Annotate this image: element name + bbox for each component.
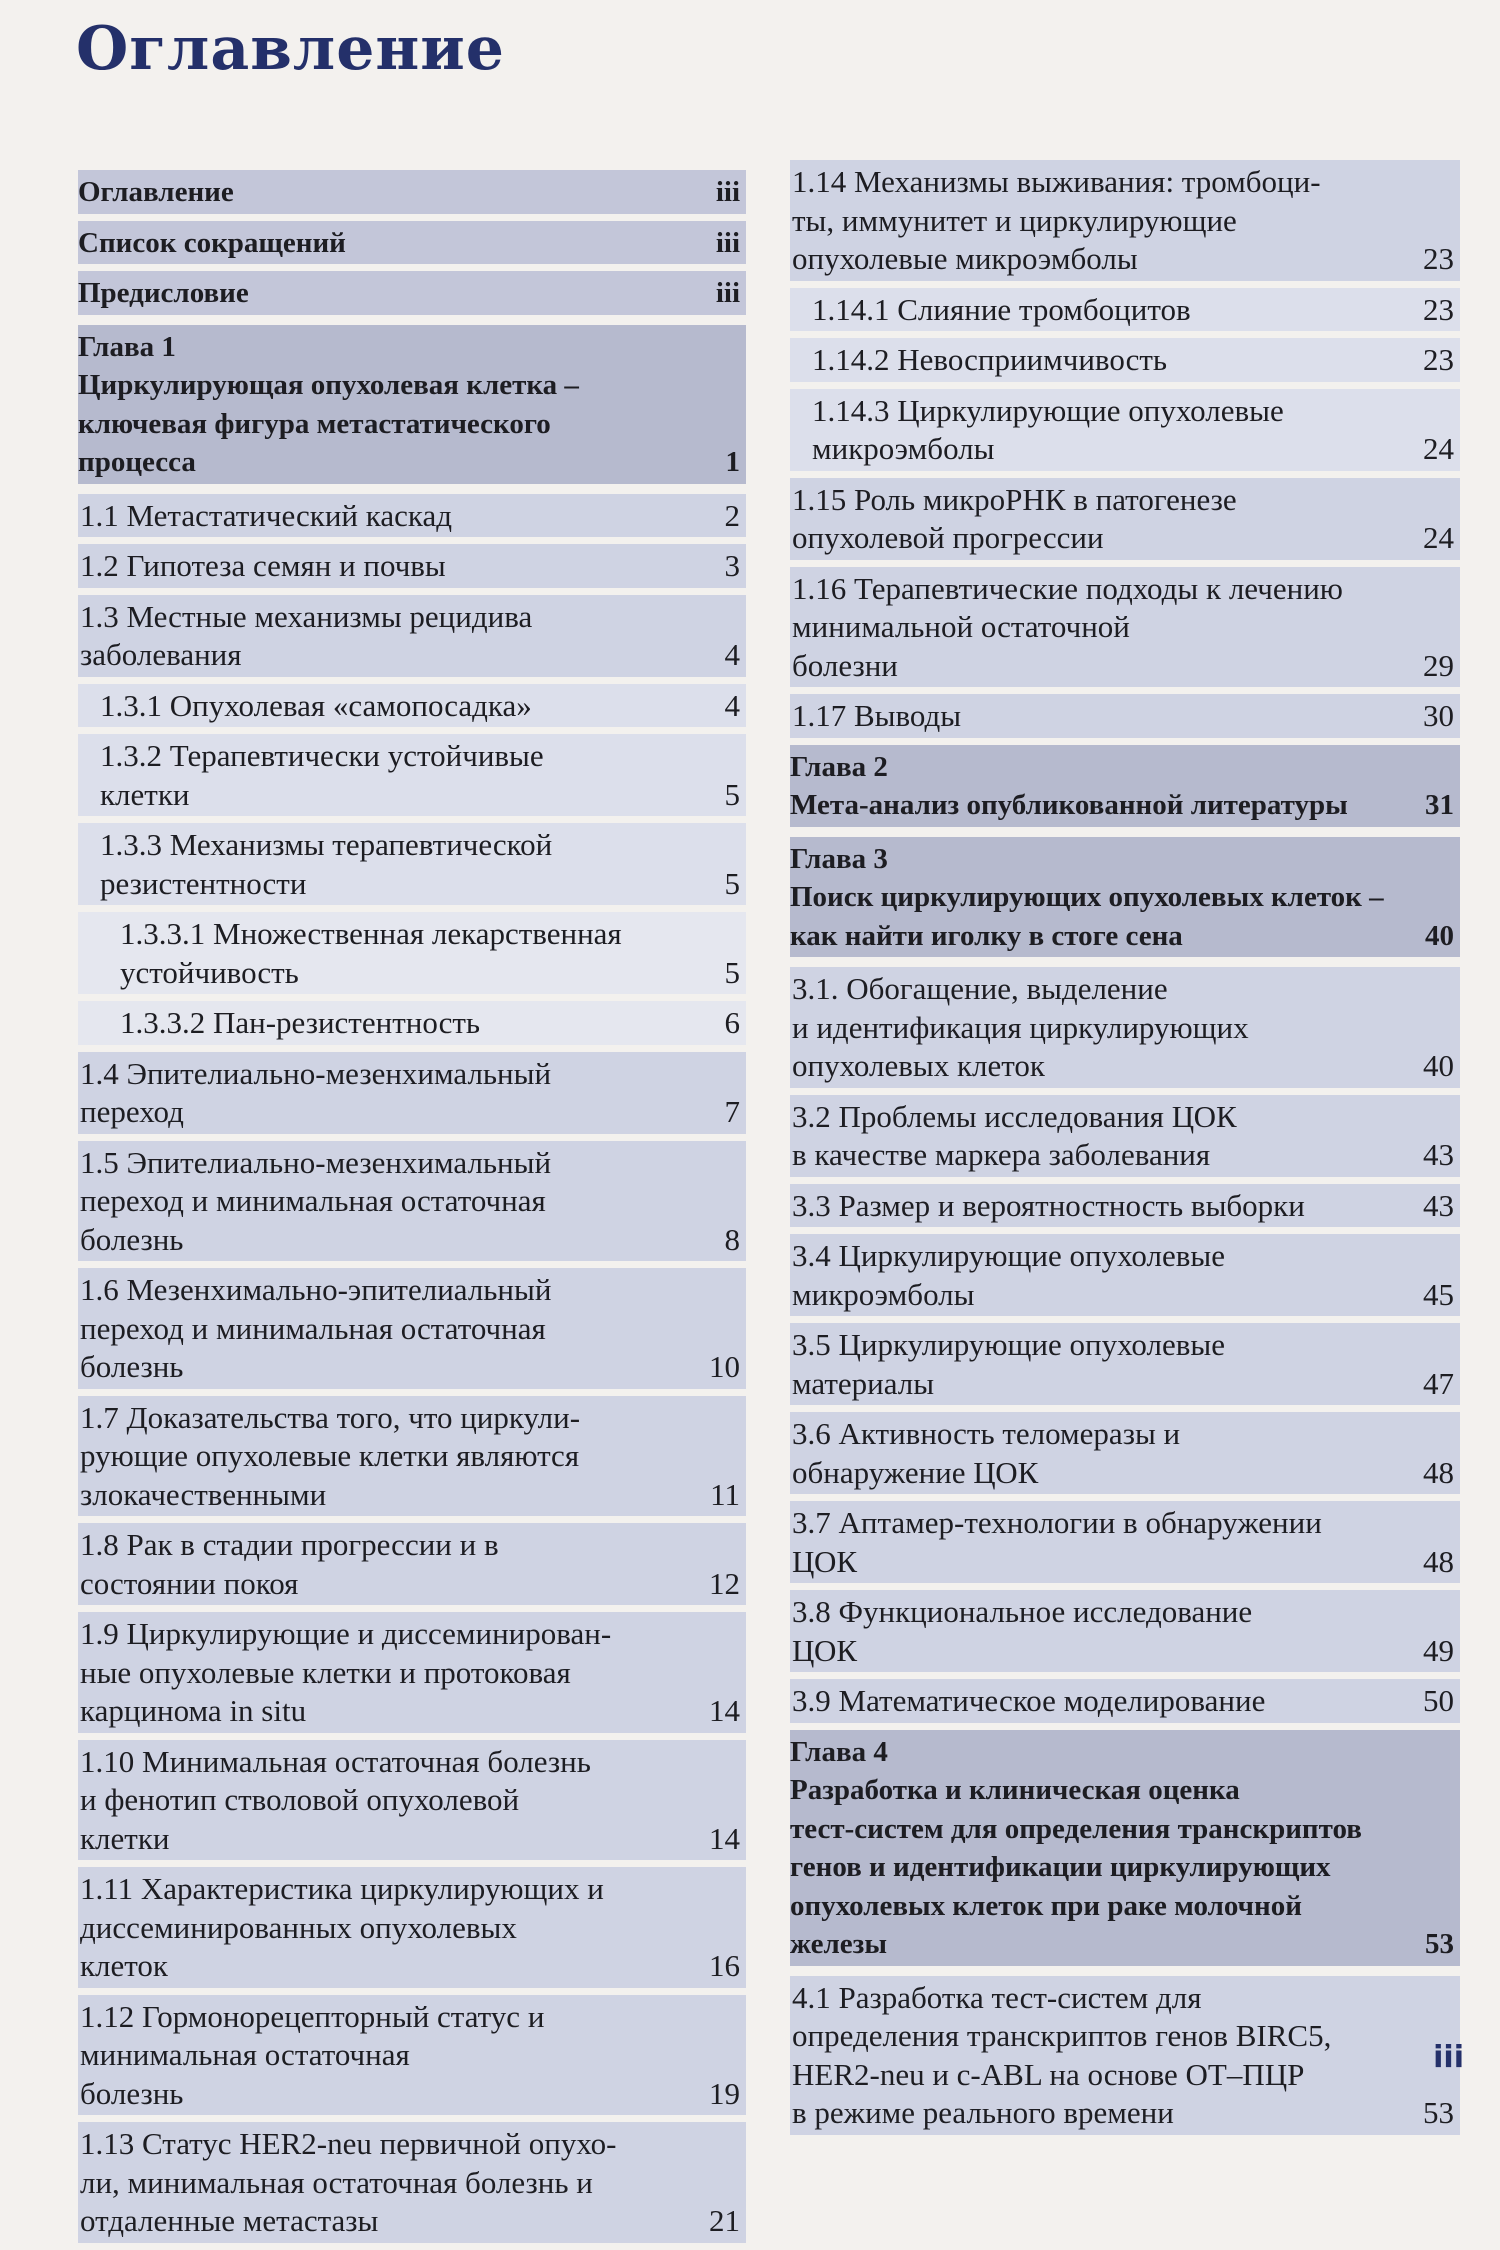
toc-right-column — [790, 160, 1460, 2142]
toc-entry-title: 1.8 Рак в стадии прогрессии и в состоянии покоя — [80, 1527, 499, 1601]
toc-entry-page: 12 — [709, 1565, 740, 1601]
toc-entry[interactable] — [790, 1095, 1460, 1177]
toc-entry-page: 5 — [724, 954, 740, 990]
toc-entry-page: 29 — [1423, 647, 1454, 683]
toc-entry[interactable] — [78, 823, 746, 905]
toc-entry-page: 4 — [724, 637, 740, 672]
toc-entry-page: 24 — [1423, 520, 1454, 555]
toc-entry-page: 43 — [1423, 1137, 1454, 1172]
toc-entry[interactable] — [78, 1740, 746, 1861]
toc-entry-page: 48 — [1423, 1454, 1454, 1490]
toc-entry[interactable] — [78, 595, 746, 677]
toc-entry-page: 10 — [709, 1349, 740, 1384]
toc-entry-page: 2 — [724, 497, 740, 533]
toc-entry-title: 1.11 Характеристика циркулирующих и диссеминированных опухолевых клеток — [80, 1871, 604, 1983]
toc-entry-page: 48 — [1423, 1543, 1454, 1579]
toc-entry-page: 14 — [709, 1820, 740, 1856]
toc-entry[interactable] — [790, 694, 1460, 738]
toc-entry-page: 23 — [1423, 291, 1454, 327]
toc-entry-page: 30 — [1423, 698, 1454, 733]
toc-entry[interactable] — [78, 1001, 746, 1045]
toc-entry[interactable] — [790, 1234, 1460, 1316]
toc-entry-page: iii — [715, 226, 740, 259]
toc-entry-page: 31 — [1425, 789, 1454, 821]
toc-entry-title: 3.7 Аптамер-технологии в обнаружении ЦОК — [792, 1505, 1322, 1579]
toc-entry-title: 1.6 Мезенхимально-эпителиальный переход и минимальная остаточная болезнь — [80, 1272, 552, 1384]
toc-entry[interactable] — [78, 1867, 746, 1988]
toc-entry-page: 14 — [709, 1693, 740, 1728]
toc-entry[interactable] — [790, 567, 1460, 688]
toc-entry[interactable] — [790, 1976, 1460, 2135]
toc-entry-page: iii — [715, 176, 740, 208]
toc-entry-title: 4.1 Разработка тест-систем для определения транскриптов генов BIRC5, HER2-neu и c-ABL на основе ОТ–ПЦР в режиме реального времени — [792, 1979, 1332, 2130]
toc-entry-page: 23 — [1423, 241, 1454, 276]
toc-chapter-entry[interactable] — [78, 325, 746, 484]
toc-entry-title: 1.14.3 Циркулирующие опухолевые микроэмболы — [812, 392, 1284, 466]
toc-entry-page: 47 — [1423, 1365, 1454, 1401]
toc-entry[interactable] — [790, 1679, 1460, 1723]
toc-entry[interactable] — [790, 1184, 1460, 1228]
toc-left-column — [78, 170, 746, 2250]
toc-entry-title: 3.9 Математическое моделирование — [792, 1683, 1266, 1718]
toc-entry-title: 1.7 Доказательства того, что циркули- рующие опухолевые клетки являются злокачественными — [80, 1399, 581, 1512]
toc-entry[interactable] — [790, 160, 1460, 281]
toc-entry[interactable] — [790, 389, 1460, 471]
toc-entry-title: Глава 4 Разработка и клиническая оценка тест-систем для определения транскриптов генов и идентификации циркулирующих опухолевых клеток при раке молочной железы — [790, 1735, 1362, 1960]
toc-entry-title: 1.3.3.2 Пан-резистентность — [120, 1005, 481, 1040]
toc-entry[interactable] — [790, 338, 1460, 382]
toc-entry[interactable] — [78, 1141, 746, 1262]
toc-entry-title: 1.3.3 Механизмы терапевтической резистентности — [100, 827, 553, 901]
toc-entry-title: 1.10 Минимальная остаточная болезнь и фенотип стволовой опухолевой клетки — [80, 1743, 591, 1856]
toc-entry[interactable] — [78, 1523, 746, 1605]
toc-entry[interactable] — [78, 1396, 746, 1517]
toc-entry-title: Оглавление — [78, 176, 234, 208]
toc-chapter-entry[interactable] — [790, 837, 1460, 958]
toc-entry-title: Список сокращений — [78, 226, 346, 259]
toc-entry[interactable] — [78, 1995, 746, 2116]
toc-entry-page: 16 — [709, 1948, 740, 1983]
toc-entry-page: 21 — [709, 2203, 740, 2238]
toc-entry[interactable] — [78, 2122, 746, 2243]
toc-entry[interactable] — [78, 1052, 746, 1134]
toc-entry-title: 1.3.3.1 Множественная лекарственная устойчивость — [120, 916, 622, 990]
toc-entry-page: 53 — [1425, 1928, 1454, 1960]
toc-entry[interactable] — [790, 478, 1460, 560]
toc-entry-page: 11 — [710, 1476, 740, 1512]
toc-entry[interactable] — [78, 170, 746, 214]
toc-entry[interactable] — [78, 684, 746, 728]
toc-entry-page: 5 — [724, 776, 740, 812]
toc-entry-page: 49 — [1423, 1632, 1454, 1668]
toc-entry-page: 6 — [724, 1005, 740, 1040]
toc-entry-title: 1.5 Эпителиально-мезенхимальный переход и минимальная остаточная болезнь — [80, 1144, 552, 1257]
toc-entry-title: 3.3 Размер и вероятностность выборки — [792, 1187, 1305, 1223]
toc-entry[interactable] — [78, 734, 746, 816]
toc-entry-page: 45 — [1423, 1276, 1454, 1312]
toc-entry-title: 1.3 Местные механизмы рецидива заболевания — [80, 598, 533, 672]
toc-entry-page: iii — [715, 277, 740, 309]
toc-entry-title: 1.14.2 Невосприимчивость — [812, 342, 1168, 377]
toc-entry-title: 3.2 Проблемы исследования ЦОК в качестве маркера заболевания — [792, 1098, 1237, 1172]
toc-entry-title: 3.4 Циркулирующие опухолевые микроэмболы — [792, 1238, 1225, 1312]
toc-entry-title: 3.1. Обогащение, выделение и идентификация циркулирующих опухолевых клеток — [792, 971, 1249, 1083]
toc-entry[interactable] — [78, 1268, 746, 1389]
toc-entry[interactable] — [790, 288, 1460, 332]
toc-entry-page: 5 — [724, 865, 740, 901]
toc-entry-title: 1.16 Терапевтические подходы к лечению минимальной остаточной болезни — [792, 570, 1343, 683]
toc-entry-title: 3.8 Функциональное исследование ЦОК — [792, 1594, 1253, 1668]
toc-entry-title: 1.4 Эпителиально-мезенхимальный переход — [80, 1055, 552, 1129]
toc-entry-title: 3.6 Активность теломеразы и обнаружение ЦОК — [792, 1416, 1181, 1490]
toc-entry-title: 1.14 Механизмы выживания: тромбоци- ты, иммунитет и циркулирующие опухолевые микроэмболы — [792, 164, 1321, 276]
toc-entry[interactable] — [78, 271, 746, 315]
toc-entry[interactable] — [78, 221, 746, 265]
toc-entry[interactable] — [78, 912, 746, 994]
toc-entry-page: 50 — [1423, 1683, 1454, 1718]
toc-entry[interactable] — [790, 1323, 1460, 1405]
toc-entry-page: 8 — [724, 1221, 740, 1257]
toc-entry-page: 3 — [724, 548, 740, 583]
toc-entry-title: 1.3.1 Опухолевая «самопосадка» — [100, 687, 532, 723]
toc-entry-page: 40 — [1423, 1048, 1454, 1083]
toc-entry[interactable] — [790, 1590, 1460, 1672]
toc-entry-page: 43 — [1423, 1187, 1454, 1223]
toc-entry-title: 1.2 Гипотеза семян и почвы — [80, 548, 446, 583]
toc-chapter-entry[interactable] — [790, 745, 1460, 827]
toc-entry-page: 4 — [724, 687, 740, 723]
toc-entry-title: 1.9 Циркулирующие и диссеминирован- ные опухолевые клетки и протоковая карцинома in situ — [80, 1616, 612, 1728]
toc-entry-page: 1 — [725, 446, 740, 478]
toc-entry-title: Предисловие — [78, 277, 249, 309]
toc-entry-title: 1.17 Выводы — [792, 698, 962, 733]
toc-entry-title: 1.14.1 Слияние тромбоцитов — [812, 291, 1191, 327]
toc-entry-page: 7 — [724, 1094, 740, 1129]
toc-entry-page: 19 — [709, 2075, 740, 2111]
toc-entry[interactable] — [790, 1412, 1460, 1494]
toc-entry-page: 23 — [1423, 342, 1454, 377]
toc-entry-title: Глава 2 Мета-анализ опубликованной литературы — [790, 750, 1348, 821]
toc-entry-page: 53 — [1423, 2095, 1454, 2130]
toc-entry-title: Глава 1 Циркулирующая опухолевая клетка – ключевая фигура метастатического процесса — [78, 330, 579, 478]
toc-entry-page: 24 — [1423, 431, 1454, 466]
toc-entry[interactable] — [790, 967, 1460, 1088]
toc-entry-page: 40 — [1425, 919, 1454, 952]
toc-entry-title: Глава 3 Поиск циркулирующих опухолевых клеток – как найти иголку в стоге сена — [790, 842, 1384, 952]
toc-chapter-entry[interactable] — [790, 1730, 1460, 1966]
toc-entry[interactable] — [78, 494, 746, 538]
toc-entry[interactable] — [78, 1612, 746, 1733]
toc-entry-title: 1.3.2 Терапевтически устойчивые клетки — [100, 738, 544, 812]
toc-entry-title: 1.15 Роль микроРНК в патогенезе опухолевой прогрессии — [792, 481, 1237, 555]
toc-entry-title: 1.13 Статус HER2-neu первичной опухо- ли, минимальная остаточная болезнь и отдаленные метастазы — [80, 2126, 617, 2238]
toc-entry-title: 1.12 Гормонорецепторный статус и минимальная остаточная болезнь — [80, 1998, 545, 2111]
toc-entry[interactable] — [790, 1501, 1460, 1583]
toc-entry[interactable] — [78, 544, 746, 588]
page-title: Оглавление — [76, 14, 505, 84]
toc-entry-title: 3.5 Циркулирующие опухолевые материалы — [792, 1327, 1225, 1401]
toc-entry-title: 1.1 Метастатический каскад — [80, 497, 452, 533]
page-number: iii — [1433, 2040, 1464, 2075]
